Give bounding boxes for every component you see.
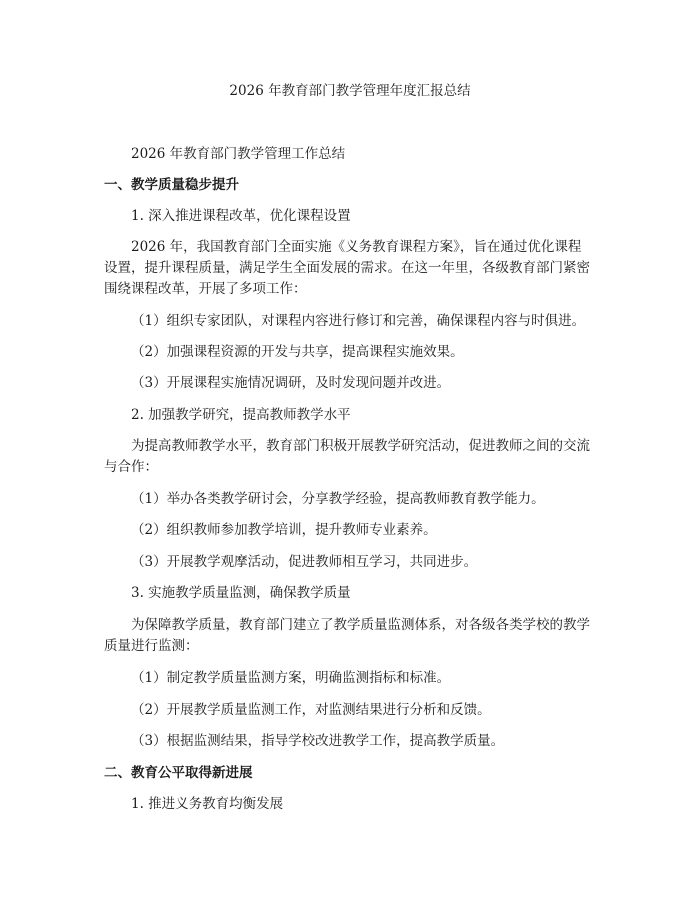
list-item: （1）组织专家团队，对课程内容进行修订和完善，确保课程内容与时俱进。 xyxy=(131,313,586,329)
list-item: （2）组织教师参加教学培训，提升教师专业素养。 xyxy=(131,522,437,538)
list-item: （1）举办各类教学研讨会，分享教学经验，提高教师教育教学能力。 xyxy=(131,491,545,507)
subsection-heading-1-2: 2. 加强教学研究，提高教师教学水平 xyxy=(131,407,351,423)
document-title: 2026 年教育部门教学管理年度汇报总结 xyxy=(229,83,471,99)
document-subtitle: 2026 年教育部门教学管理工作总结 xyxy=(131,146,346,162)
subsection-heading-1-3: 3. 实施教学质量监测，确保教学质量 xyxy=(131,585,351,601)
list-item: （1）制定教学质量监测方案，明确监测指标和标准。 xyxy=(131,670,451,686)
section-heading-2: 二、教育公平取得新进展 xyxy=(104,765,253,781)
section-heading-1: 一、教学质量稳步提升 xyxy=(104,177,239,193)
paragraph-line: 与合作： xyxy=(104,459,158,475)
list-item: （3）根据监测结果，指导学校改进教学工作，提高教学质量。 xyxy=(131,733,505,749)
paragraph-line: 为提高教师教学水平，教育部门积极开展教学研究活动，促进教师之间的交流 xyxy=(131,438,590,454)
list-item: （3）开展教学观摩活动，促进教师相互学习，共同进步。 xyxy=(131,554,478,570)
paragraph-line: 2026 年，我国教育部门全面实施《义务教育课程方案》，旨在通过优化课程 xyxy=(131,239,582,255)
paragraph-line: 为保障教学质量，教育部门建立了教学质量监测体系，对各级各类学校的教学 xyxy=(131,617,590,633)
subsection-heading-2-1: 1. 推进义务教育均衡发展 xyxy=(131,796,284,812)
subsection-heading-1-1: 1. 深入推进课程改革，优化课程设置 xyxy=(131,208,351,224)
paragraph-line: 质量进行监测： xyxy=(104,638,199,654)
list-item: （2）加强课程资源的开发与共享，提高课程实施效果。 xyxy=(131,344,464,360)
list-item: （3）开展课程实施情况调研，及时发现问题并改进。 xyxy=(131,375,451,391)
paragraph-line: 围绕课程改革，开展了多项工作： xyxy=(104,281,307,297)
paragraph-line: 设置，提升课程质量，满足学生全面发展的需求。在这一年里，各级教育部门紧密 xyxy=(104,260,590,276)
list-item: （2）开展教学质量监测工作，对监测结果进行分析和反馈。 xyxy=(131,702,491,718)
